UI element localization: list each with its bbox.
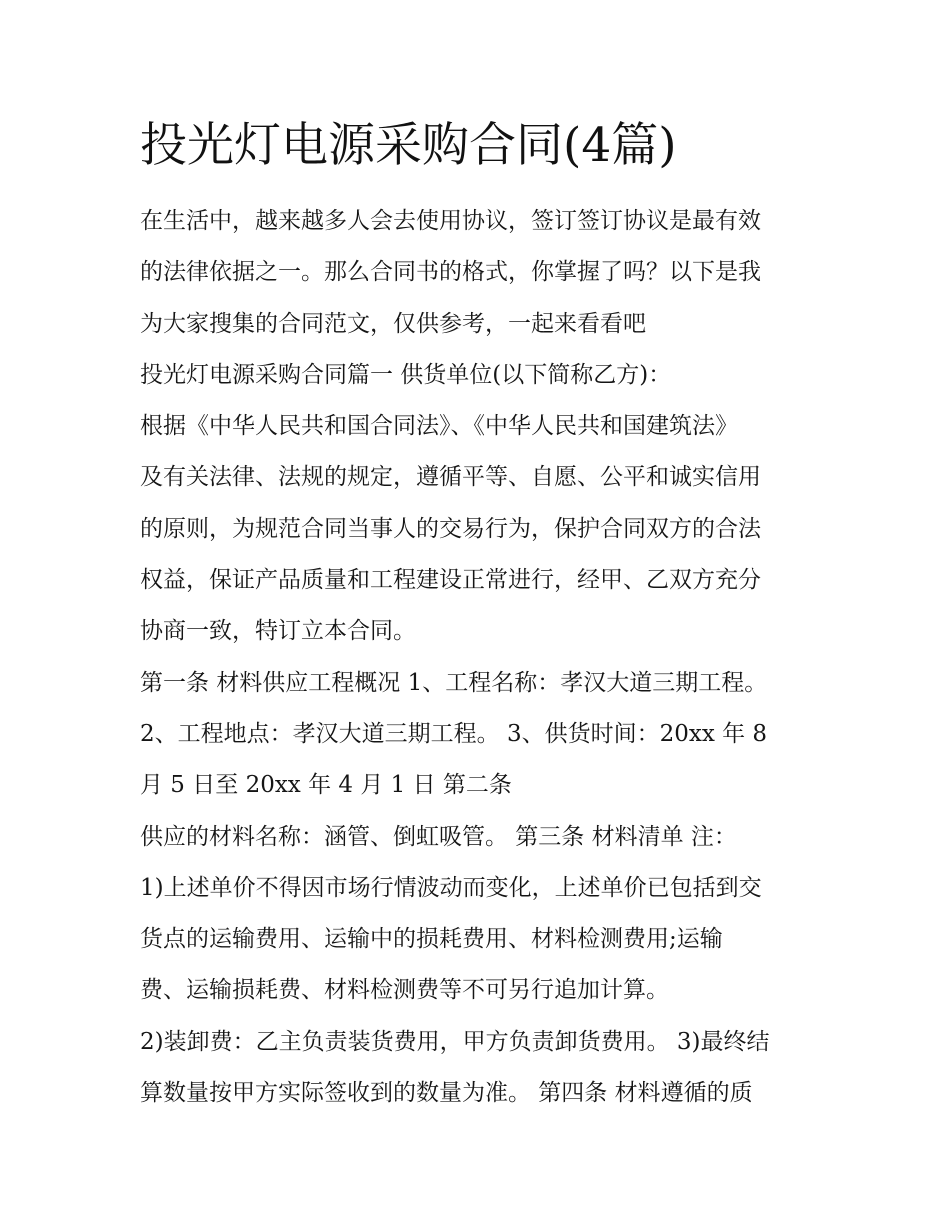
body-line: 供应的材料名称：涵管、倒虹吸管。 第三条 材料清单 注： (140, 823, 737, 850)
body-line: 根据《中华人民共和国合同法》、《中华人民共和国建筑法》 (140, 413, 738, 440)
body-line: 投光灯电源采购合同篇一 供货单位(以下简称乙方)： (140, 361, 672, 388)
body-line: 及有关法律、法规的规定，遵循平等、自愿、公平和诚实信用 (140, 464, 761, 491)
document-title: 投光灯电源采购合同(4篇) (140, 118, 677, 173)
body-line: 货点的运输费用、运输中的损耗费用、材料检测费用;运输 (140, 926, 723, 953)
body-line: 1)上述单价不得因市场行情波动而变化，上述单价已包括到交 (140, 874, 762, 901)
body-line: 月 5 日至 20xx 年 4 月 1 日 第二条 (140, 772, 512, 799)
body-line: 第一条 材料供应工程概况 1、工程名称：孝汉大道三期工程。 (140, 669, 768, 696)
body-line: 的原则，为规范合同当事人的交易行为，保护合同双方的合法 (140, 515, 761, 542)
body-line: 在生活中，越来越多人会去使用协议，签订签订协议是最有效 (140, 208, 761, 234)
body-line: 算数量按甲方实际签收到的数量为准。 第四条 材料遵循的质 (140, 1080, 753, 1107)
body-line: 费、运输损耗费、材料检测费等不可另行追加计算。 (140, 977, 669, 1004)
document-body (140, 196, 830, 1119)
body-line: 权益，保证产品质量和工程建设正常进行，经甲、乙双方充分 (140, 567, 761, 594)
body-line: 协商一致，特订立本合同。 (140, 618, 416, 645)
body-line: 2、工程地点：孝汉大道三期工程。 3、供货时间：20xx 年 8 (140, 720, 768, 747)
body-line: 2)装卸费：乙主负责装货费用，甲方负责卸货费用。 3)最终结 (140, 1028, 770, 1055)
body-line: 为大家搜集的合同范文，仅供参考，一起来看看吧 (140, 310, 646, 337)
body-line: 的法律依据之一。那么合同书的格式，你掌握了吗？以下是我 (140, 259, 761, 286)
